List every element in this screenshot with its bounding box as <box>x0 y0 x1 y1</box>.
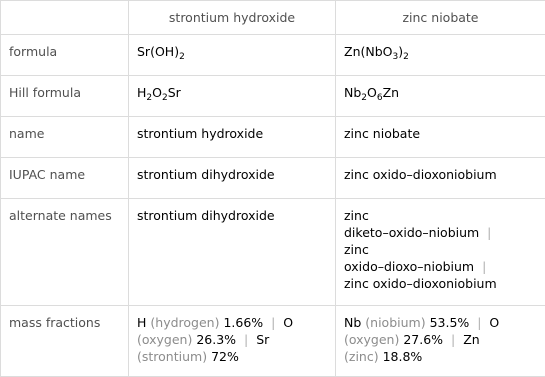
row-label-formula: formula <box>1 35 129 76</box>
row-hill-formula <box>1 76 545 117</box>
row-alternate-names <box>1 199 545 306</box>
name-strontium-hydroxide: strontium hydroxide <box>129 117 336 158</box>
alternate-names-strontium-hydroxide: strontium dihydroxide <box>129 199 336 306</box>
row-name <box>1 117 545 158</box>
column-header-strontium-hydroxide: strontium hydroxide <box>129 1 336 35</box>
formula-strontium-hydroxide: $Sr(OH)_2$ <box>129 35 336 76</box>
row-iupac-name <box>1 158 545 199</box>
row-label-hill-formula: Hill formula <box>1 76 129 117</box>
mass-fractions-strontium-hydroxide: H (hydrogen) 1.66% | O (oxygen) 26.3% | Sr (strontium) 72% <box>129 306 336 377</box>
corner-cell <box>1 1 129 35</box>
alternate-names-zinc-niobate: zinc diketo–oxido–niobium | zinc oxido–dioxo–niobium | zinc oxido–dioxoniobium <box>336 199 545 306</box>
hill-formula-zinc-niobate: $Nb_2O_6Zn$ <box>336 76 545 117</box>
name-zinc-niobate: zinc niobate <box>336 117 545 158</box>
iupac-name-strontium-hydroxide: strontium dihydroxide <box>129 158 336 199</box>
row-mass-fractions <box>1 306 545 377</box>
row-formula <box>1 35 545 76</box>
formula-zinc-niobate: $Zn(NbO_3)_2$ <box>336 35 545 76</box>
mass-fractions-zinc-niobate: Nb (niobium) 53.5% | O (oxygen) 27.6% | Zn (zinc) 18.8% <box>336 306 545 377</box>
iupac-name-zinc-niobate: zinc oxido–dioxoniobium <box>336 158 545 199</box>
column-header-zinc-niobate: zinc niobate <box>336 1 545 35</box>
header-row <box>1 1 545 35</box>
row-label-mass-fractions: mass fractions <box>1 306 129 377</box>
row-label-alternate-names: alternate names <box>1 199 129 306</box>
hill-formula-strontium-hydroxide: $H_2O_2Sr$ <box>129 76 336 117</box>
row-label-iupac-name: IUPAC name <box>1 158 129 199</box>
row-label-name: name <box>1 117 129 158</box>
